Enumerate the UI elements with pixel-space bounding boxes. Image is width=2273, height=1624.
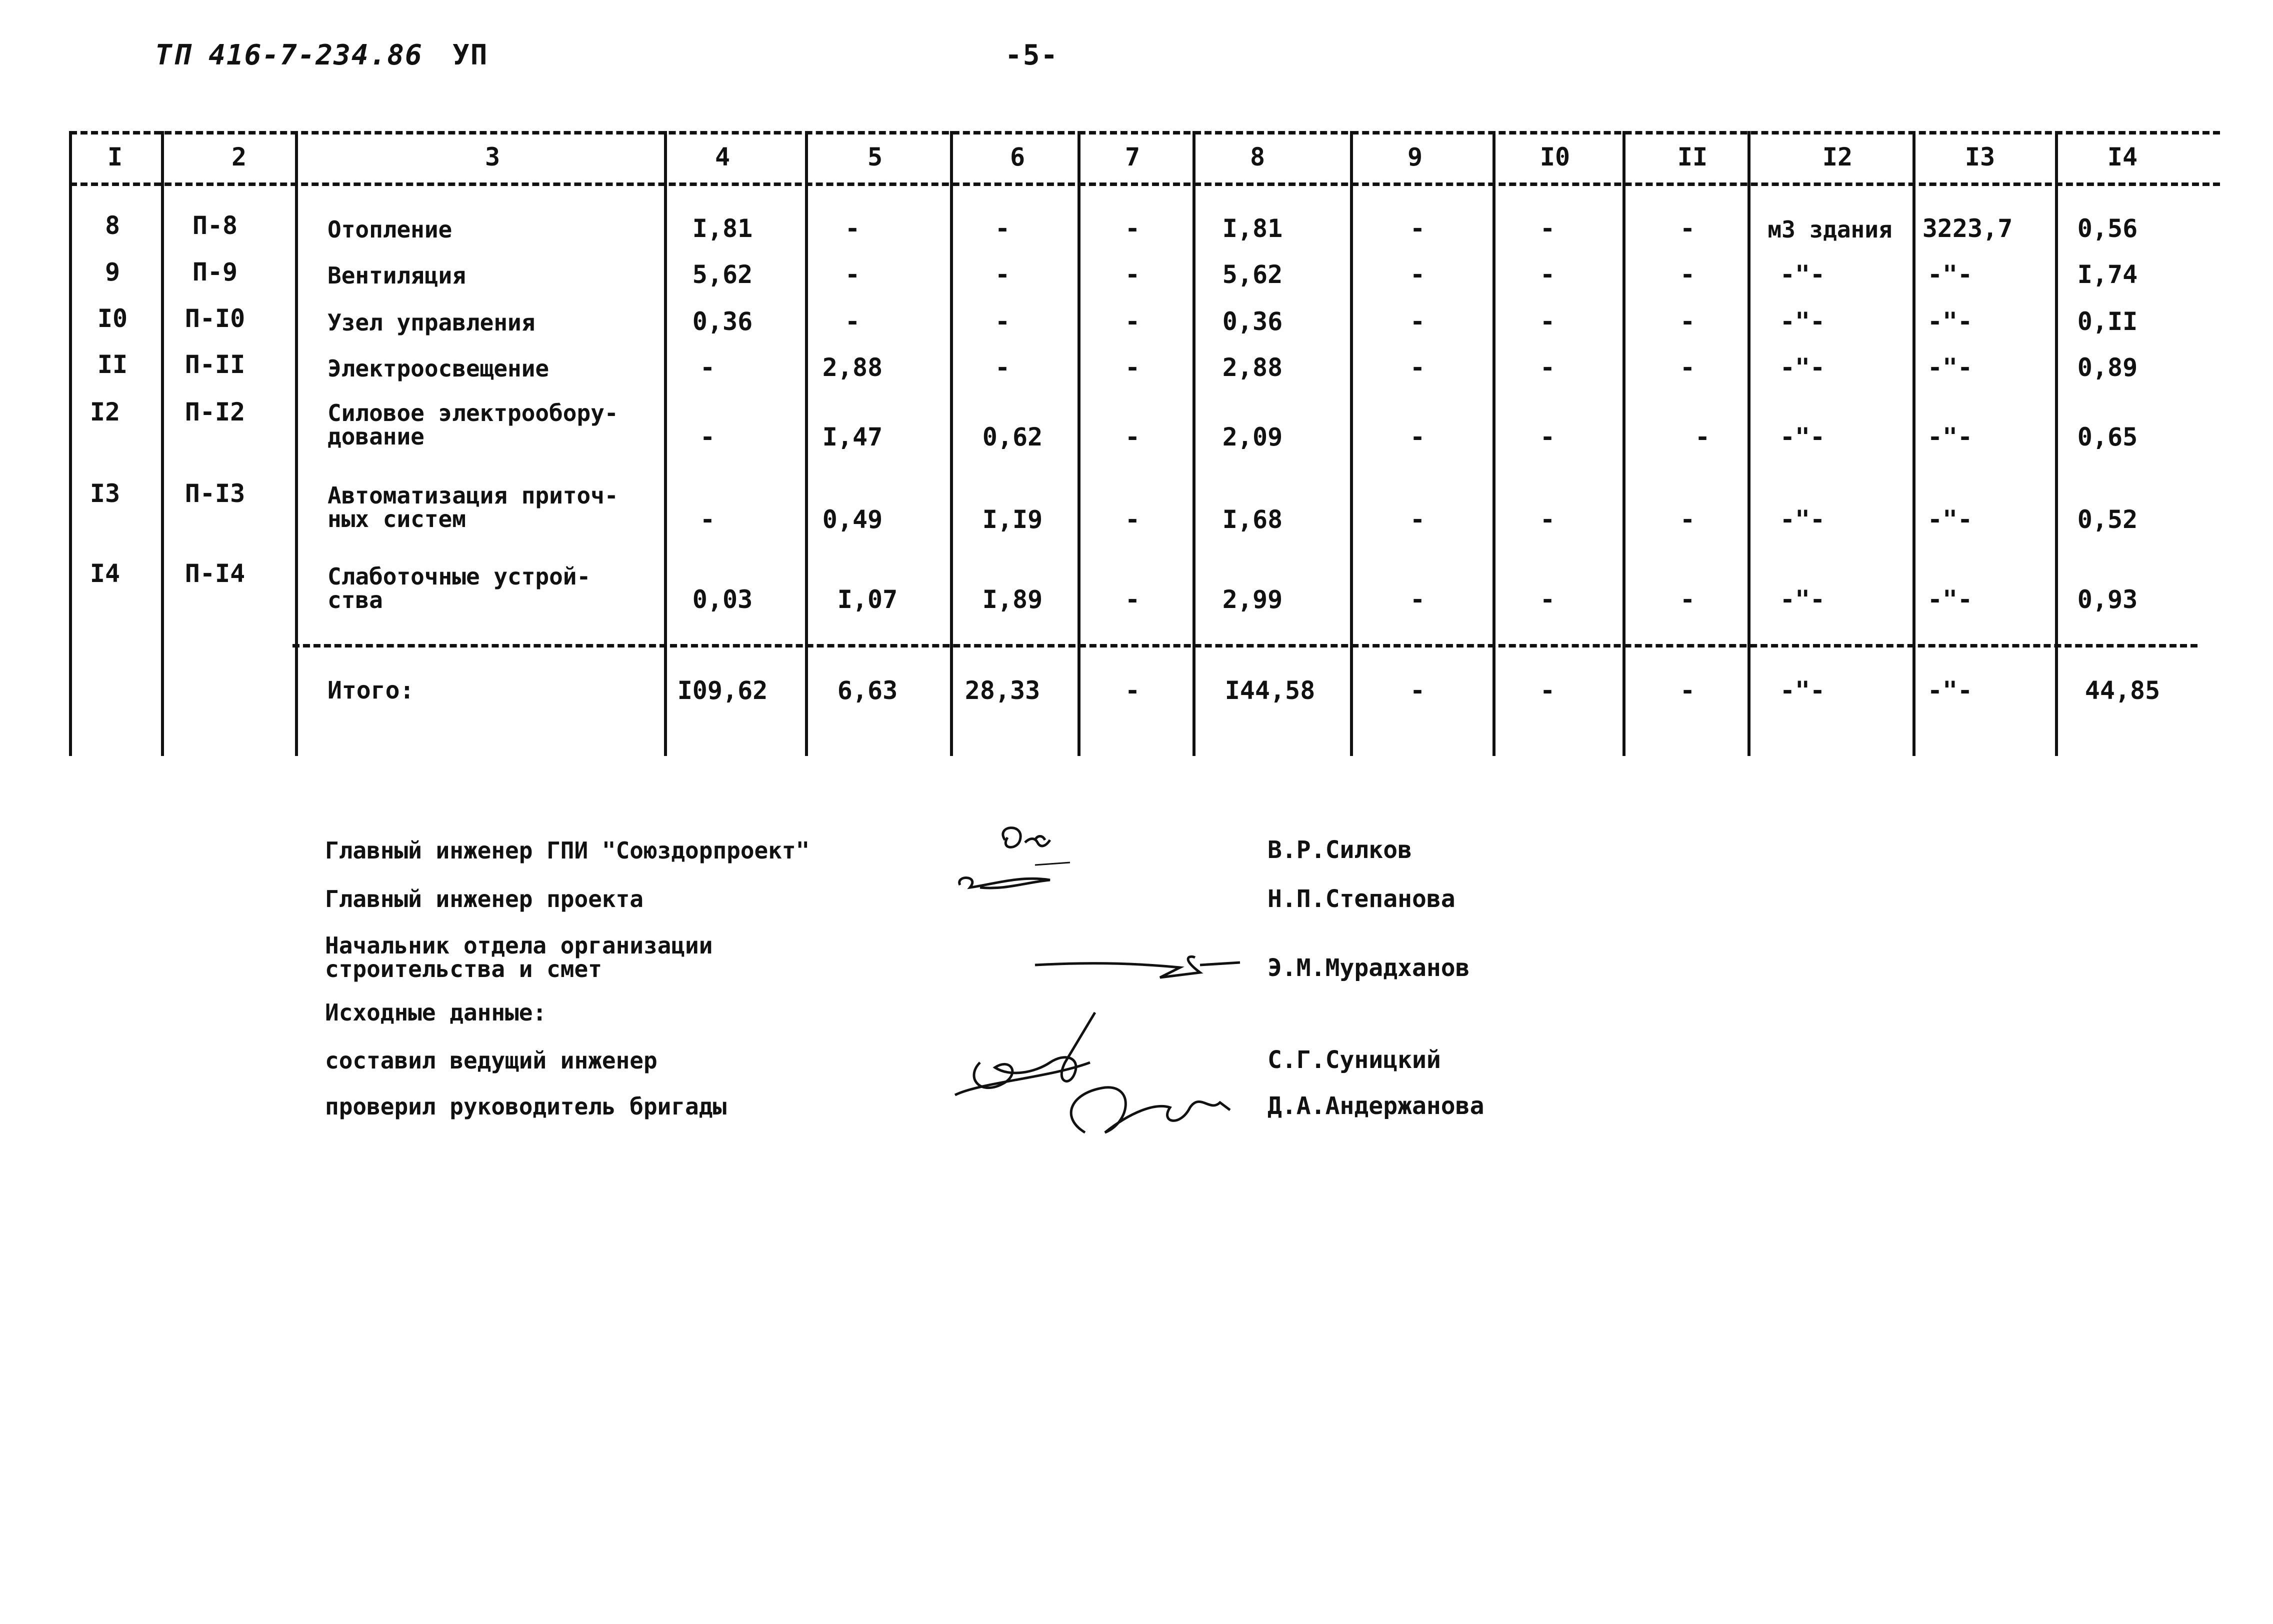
column-header: 4 — [714, 142, 730, 172]
cell: - — [700, 505, 716, 534]
table-vline — [1078, 131, 1080, 756]
cell: - — [700, 422, 716, 452]
column-header: 9 — [1407, 142, 1423, 172]
cell: - — [1410, 260, 1426, 289]
cell: 0,62 — [982, 422, 1043, 452]
row-name: Силовое электрообору- — [328, 400, 618, 426]
cell: I,81 — [1222, 214, 1283, 243]
cell: - — [1694, 422, 1710, 452]
cell: 0,36 — [1222, 307, 1283, 336]
cell: -"- — [1780, 422, 1826, 452]
cell: 0,93 — [2077, 585, 2138, 614]
cell: -"- — [1780, 676, 1826, 705]
column-header: I2 — [1822, 142, 1853, 172]
cell: I,81 — [692, 214, 753, 243]
column-header: 7 — [1124, 142, 1140, 172]
column-header: II — [1677, 142, 1708, 172]
row-code: П-II — [184, 350, 246, 379]
cell: - — [1410, 676, 1426, 705]
cell: - — [1540, 422, 1556, 452]
cell: 2,99 — [1222, 585, 1283, 614]
cell: -"- — [1927, 422, 1973, 452]
cell: - — [1540, 353, 1556, 382]
document-section: УП — [452, 39, 488, 72]
row-code: П-I3 — [184, 479, 246, 508]
cell: - — [844, 307, 860, 336]
cell: - — [1680, 214, 1696, 243]
cell: - — [1124, 214, 1140, 243]
cell: I09,62 — [677, 676, 768, 705]
cell: 44,85 — [2084, 676, 2160, 705]
table-vline — [1748, 131, 1750, 756]
cell: - — [1540, 214, 1556, 243]
cell: -"- — [1780, 260, 1826, 289]
cell: - — [1680, 353, 1696, 382]
row-number: II — [97, 350, 128, 379]
cell: 0,56 — [2077, 214, 2138, 243]
column-header: I — [107, 142, 123, 172]
table-vline — [1622, 131, 1626, 756]
cell: - — [994, 353, 1010, 382]
signature-role: Главный инженер ГПИ "Союздорпроект" — [325, 837, 810, 864]
signature-role: Исходные данные: — [325, 999, 547, 1026]
cell: - — [1540, 505, 1556, 534]
table-total-divider — [292, 644, 2198, 648]
cell: -"- — [1927, 307, 1973, 336]
row-number: I0 — [97, 304, 128, 333]
row-code: П-I0 — [184, 304, 246, 333]
table-vline — [1350, 131, 1353, 756]
table-vline — [805, 131, 808, 756]
cell: - — [844, 260, 860, 289]
row-number: I2 — [90, 398, 120, 426]
cell: - — [1680, 676, 1696, 705]
cell: 0,II — [2077, 307, 2138, 336]
signature-name: В.Р.Силков — [1268, 836, 1412, 864]
cell: 2,88 — [1222, 353, 1283, 382]
cell: - — [1540, 676, 1556, 705]
column-header: I0 — [1540, 142, 1570, 172]
cell: - — [1124, 676, 1140, 705]
table-vline — [664, 131, 667, 756]
cell: I,07 — [837, 585, 898, 614]
cell: - — [1124, 353, 1140, 382]
cell: -"- — [1780, 307, 1826, 336]
signature-name: Н.П.Степанова — [1268, 885, 1456, 913]
row-number: 8 — [104, 211, 120, 240]
cell: -"- — [1927, 585, 1973, 614]
cell: - — [994, 307, 1010, 336]
row-code: П-8 — [192, 211, 238, 240]
cell: I,68 — [1222, 505, 1283, 534]
row-name: Отопление — [328, 216, 452, 243]
table-vline — [1492, 131, 1496, 756]
cell: - — [1680, 585, 1696, 614]
cell: I44,58 — [1224, 676, 1316, 705]
cell: - — [1680, 505, 1696, 534]
table-vline — [950, 131, 953, 756]
row-number: 9 — [104, 258, 120, 286]
cell: 3223,7 — [1922, 214, 2013, 243]
cell: I,47 — [822, 422, 883, 452]
cell: - — [1124, 307, 1140, 336]
cell: - — [700, 353, 716, 382]
row-name: ства — [328, 586, 383, 614]
cell: 28,33 — [964, 676, 1040, 705]
table-vline — [69, 131, 72, 756]
cell: I,74 — [2077, 260, 2138, 289]
cell: 0,65 — [2077, 422, 2138, 452]
cell: - — [1540, 585, 1556, 614]
cell: 0,52 — [2077, 505, 2138, 534]
cell: 0,36 — [692, 307, 753, 336]
cell: -"- — [1927, 353, 1973, 382]
row-code: П-9 — [192, 258, 238, 286]
signature-mark — [1030, 935, 1250, 990]
row-number: I4 — [90, 559, 120, 588]
cell: 2,09 — [1222, 422, 1283, 452]
signature-role: Начальник отдела организации — [325, 932, 713, 959]
signature-role: Главный инженер проекта — [325, 886, 644, 912]
column-header: 3 — [484, 142, 500, 172]
cell: I,I9 — [982, 505, 1043, 534]
cell: 0,89 — [2077, 353, 2138, 382]
total-label: Итого: — [328, 676, 414, 704]
table-vline — [2055, 131, 2058, 756]
cell: - — [1410, 505, 1426, 534]
cell: - — [1124, 585, 1140, 614]
cell: - — [1124, 260, 1140, 289]
signature-role: проверил руководитель бригады — [325, 1093, 727, 1120]
cell: 6,63 — [837, 676, 898, 705]
cell: - — [994, 260, 1010, 289]
column-header: 2 — [231, 142, 247, 172]
cell: 2,88 — [822, 353, 883, 382]
table-vline — [1912, 131, 1916, 756]
cell: -"- — [1780, 505, 1826, 534]
cell: - — [1410, 585, 1426, 614]
cell: - — [1410, 353, 1426, 382]
table-top-border — [70, 131, 2220, 134]
cell: I,89 — [982, 585, 1043, 614]
cell: - — [994, 214, 1010, 243]
table-vline — [161, 131, 164, 756]
signature-role: составил ведущий инженер — [325, 1047, 658, 1074]
column-header: 5 — [867, 142, 883, 172]
row-name: Вентиляция — [328, 262, 466, 289]
signature-role: строительства и смет — [325, 956, 602, 982]
signature-mark — [950, 1002, 1270, 1152]
cell: - — [1410, 422, 1426, 452]
cell: м3 здания — [1768, 216, 1892, 243]
row-code: П-I4 — [184, 559, 246, 588]
signature-name: Э.М.Мурадханов — [1268, 954, 1470, 982]
column-header: 6 — [1010, 142, 1026, 172]
row-name: Узел управления — [328, 309, 536, 336]
cell: 5,62 — [692, 260, 753, 289]
signature-mark — [950, 820, 1100, 905]
cell: 5,62 — [1222, 260, 1283, 289]
cell: - — [1124, 422, 1140, 452]
document-code: ТП 416-7-234.86 — [155, 39, 423, 72]
cell: 0,49 — [822, 505, 883, 534]
cell: - — [1410, 214, 1426, 243]
cell: - — [1410, 307, 1426, 336]
row-name: дование — [328, 423, 424, 450]
table-vline — [1192, 131, 1196, 756]
column-header: 8 — [1250, 142, 1266, 172]
row-number: I3 — [90, 479, 120, 508]
table-vline — [295, 131, 298, 756]
cell: - — [844, 214, 860, 243]
signature-name: С.Г.Суницкий — [1268, 1046, 1441, 1074]
cell: - — [1680, 307, 1696, 336]
cell: - — [1680, 260, 1696, 289]
cell: -"- — [1927, 676, 1973, 705]
row-code: П-I2 — [184, 398, 246, 426]
cell: -"- — [1927, 260, 1973, 289]
page-number: -5- — [1005, 39, 1059, 72]
row-name: ных систем — [328, 506, 466, 532]
table-header-border — [70, 182, 2220, 186]
cell: - — [1124, 505, 1140, 534]
row-name: Электроосвещение — [328, 355, 550, 382]
cell: - — [1540, 260, 1556, 289]
row-name: Слаботочные устрой- — [328, 563, 591, 590]
cell: -"- — [1780, 585, 1826, 614]
cell: 0,03 — [692, 585, 753, 614]
cell: - — [1540, 307, 1556, 336]
signature-name: Д.А.Андержанова — [1268, 1092, 1484, 1120]
cell: -"- — [1780, 353, 1826, 382]
row-name: Автоматизация приточ- — [328, 482, 618, 509]
column-header: I4 — [2107, 142, 2138, 172]
column-header: I3 — [1964, 142, 1996, 172]
cell: -"- — [1927, 505, 1973, 534]
